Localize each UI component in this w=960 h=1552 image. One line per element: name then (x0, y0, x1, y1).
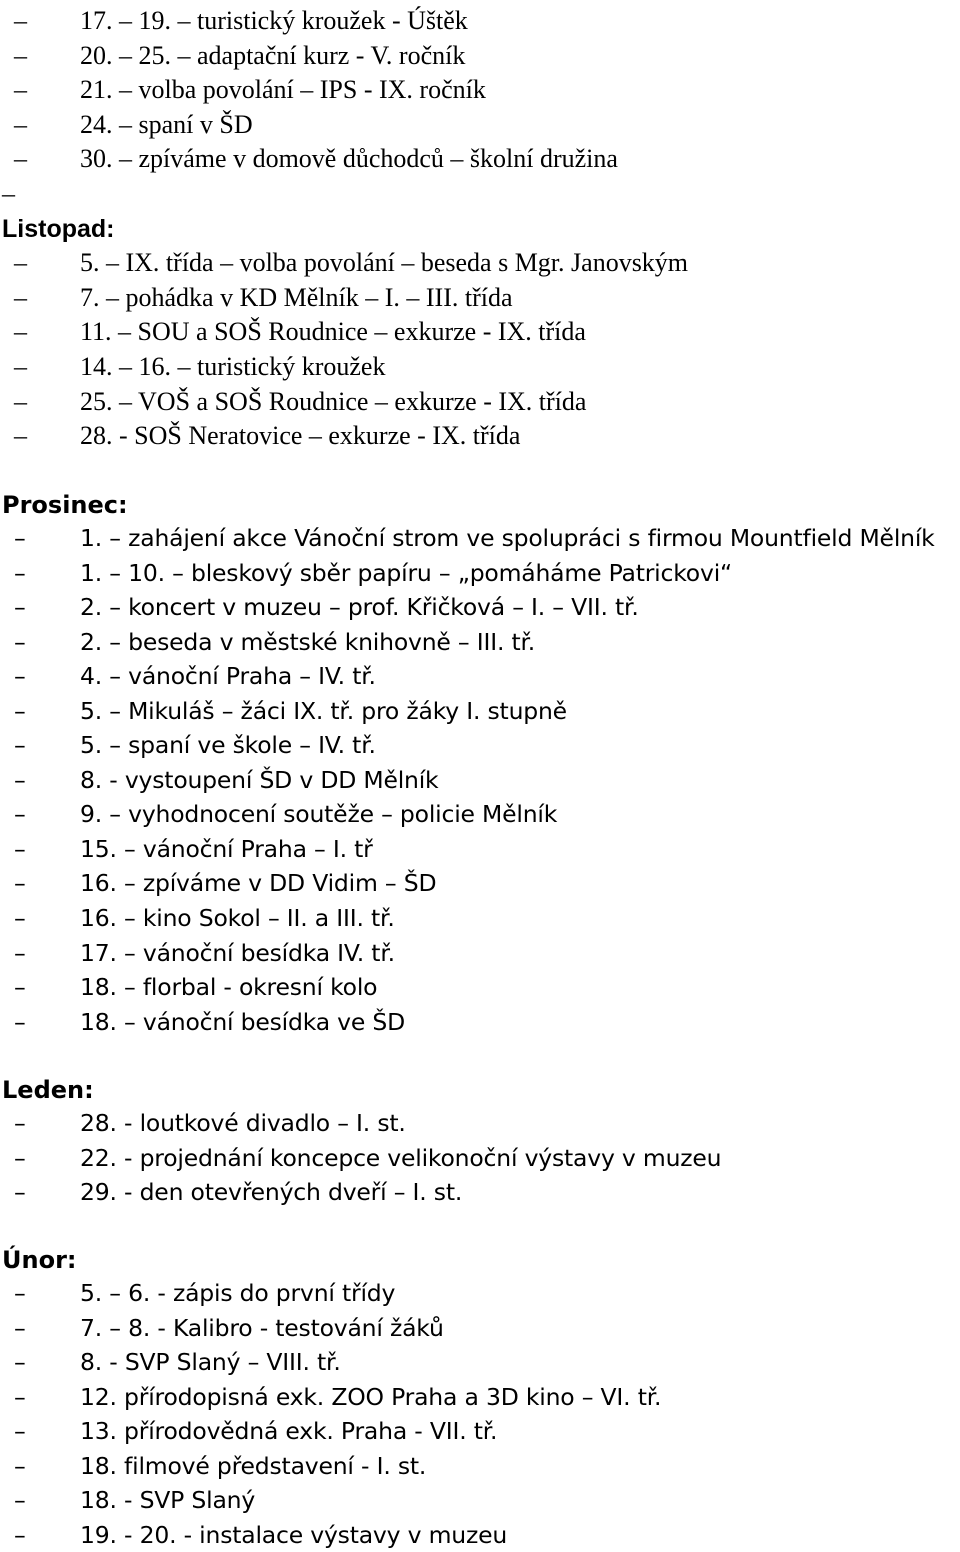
list-bullet: – (14, 1178, 26, 1206)
list-bullet: – (14, 144, 27, 173)
list-item-text: 29. - den otevřených dveří – I. st. (80, 1178, 463, 1206)
list-item-text: 1. – zahájení akce Vánoční strom ve spolupráci s firmou Mountfield Mělník (80, 524, 935, 552)
list-item-text: 2. – koncert v muzeu – prof. Křičková – I. – VII. tř. (80, 593, 639, 621)
list-bullet: – (14, 593, 26, 621)
list-item-text: 18. filmové představení - I. st. (80, 1452, 427, 1480)
list-item-text: 21. – volba povolání – IPS - IX. ročník (80, 75, 486, 104)
list-item-text: 17. – 19. – turistický kroužek - Úštěk (80, 6, 468, 35)
list-bullet: – (14, 317, 27, 346)
list-item-text: 20. – 25. – adaptační kurz - V. ročník (80, 41, 466, 70)
list-item-text: 15. – vánoční Praha – I. tř (80, 835, 373, 863)
list-bullet: – (14, 1348, 26, 1376)
list-bullet: – (14, 904, 26, 932)
list-item-text: 8. - SVP Slaný – VIII. tř. (80, 1348, 341, 1376)
list-item-text: 25. – VOŠ a SOŠ Roudnice – exkurze - IX. třída (80, 387, 587, 416)
list-bullet: – (14, 697, 26, 725)
list-bullet: – (14, 1486, 26, 1514)
list-item-text: 16. – kino Sokol – II. a III. tř. (80, 904, 395, 932)
list-item-text: 18. - SVP Slaný (80, 1486, 256, 1514)
list-item-text: 7. – pohádka v KD Mělník – I. – III. třída (80, 283, 513, 312)
list-bullet: – (14, 731, 26, 759)
list-bullet: – (14, 628, 26, 656)
list-item-text: 12. přírodopisná exk. ZOO Praha a 3D kino – VI. tř. (80, 1383, 662, 1411)
list-item-text: 28. - SOŠ Neratovice – exkurze - IX. třída (80, 421, 521, 450)
section-heading-prosinec: Prosinec: (2, 491, 128, 519)
list-bullet: – (14, 662, 26, 690)
list-item-text: 11. – SOU a SOŠ Roudnice – exkurze - IX. třída (80, 317, 586, 346)
list-item-text: 19. - 20. - instalace výstavy v muzeu (80, 1521, 508, 1549)
list-item-text: 5. – Mikuláš – žáci IX. tř. pro žáky I. stupně (80, 697, 567, 725)
list-item-text: 24. – spaní v ŠD (80, 110, 253, 139)
list-bullet: – (14, 421, 27, 450)
list-item-text: 18. – florbal - okresní kolo (80, 973, 378, 1001)
list-bullet: – (14, 1452, 26, 1480)
list-item-text: 2. – beseda v městské knihovně – III. tř. (80, 628, 536, 656)
list-item-text: 1. – 10. – bleskový sběr papíru – „pomáháme Patrickovi“ (80, 559, 732, 587)
list-bullet: – (14, 524, 26, 552)
list-item-text: 22. - projednání koncepce velikonoční výstavy v muzeu (80, 1144, 722, 1172)
list-item-text: 16. – zpíváme v DD Vidim – ŠD (80, 869, 437, 897)
list-item-text: 14. – 16. – turistický kroužek (80, 352, 386, 381)
list-bullet: – (14, 248, 27, 277)
section-heading-listopad: Listopad: (2, 215, 115, 243)
list-bullet: – (14, 869, 26, 897)
list-bullet: – (14, 41, 27, 70)
list-bullet: – (14, 75, 27, 104)
list-item-text: 7. – 8. - Kalibro - testování žáků (80, 1314, 444, 1342)
list-bullet: – (14, 973, 26, 1001)
list-bullet: – (14, 352, 27, 381)
list-bullet: – (14, 387, 27, 416)
list-item-text: 5. – 6. - zápis do první třídy (80, 1279, 396, 1307)
list-item-text: 8. - vystoupení ŠD v DD Mělník (80, 766, 439, 794)
list-bullet: – (2, 179, 15, 208)
list-bullet: – (14, 6, 27, 35)
list-bullet: – (14, 939, 26, 967)
list-bullet: – (14, 835, 26, 863)
list-item-text: 30. – zpíváme v domově důchodců – školní družina (80, 144, 618, 173)
list-item-text: 5. – spaní ve škole – IV. tř. (80, 731, 376, 759)
section-heading-leden: Leden: (2, 1076, 94, 1104)
list-bullet: – (14, 1109, 26, 1137)
list-bullet: – (14, 559, 26, 587)
list-item-text: 18. – vánoční besídka ve ŠD (80, 1008, 406, 1036)
list-item-text: 28. - loutkové divadlo – I. st. (80, 1109, 406, 1137)
list-bullet: – (14, 283, 27, 312)
list-item-text: 9. – vyhodnocení soutěže – policie Mělník (80, 800, 558, 828)
list-bullet: – (14, 1314, 26, 1342)
list-item-text: 17. – vánoční besídka IV. tř. (80, 939, 395, 967)
list-item-text: 13. přírodovědná exk. Praha - VII. tř. (80, 1417, 498, 1445)
list-bullet: – (14, 1521, 26, 1549)
list-bullet: – (14, 1144, 26, 1172)
list-bullet: – (14, 1008, 26, 1036)
list-item-text: 4. – vánoční Praha – IV. tř. (80, 662, 376, 690)
list-bullet: – (14, 800, 26, 828)
list-bullet: – (14, 1417, 26, 1445)
list-bullet: – (14, 1279, 26, 1307)
section-heading-unor: Únor: (2, 1246, 77, 1274)
list-bullet: – (14, 110, 27, 139)
list-item-text: 5. – IX. třída – volba povolání – beseda s Mgr. Janovským (80, 248, 689, 277)
list-bullet: – (14, 1383, 26, 1411)
list-bullet: – (14, 766, 26, 794)
